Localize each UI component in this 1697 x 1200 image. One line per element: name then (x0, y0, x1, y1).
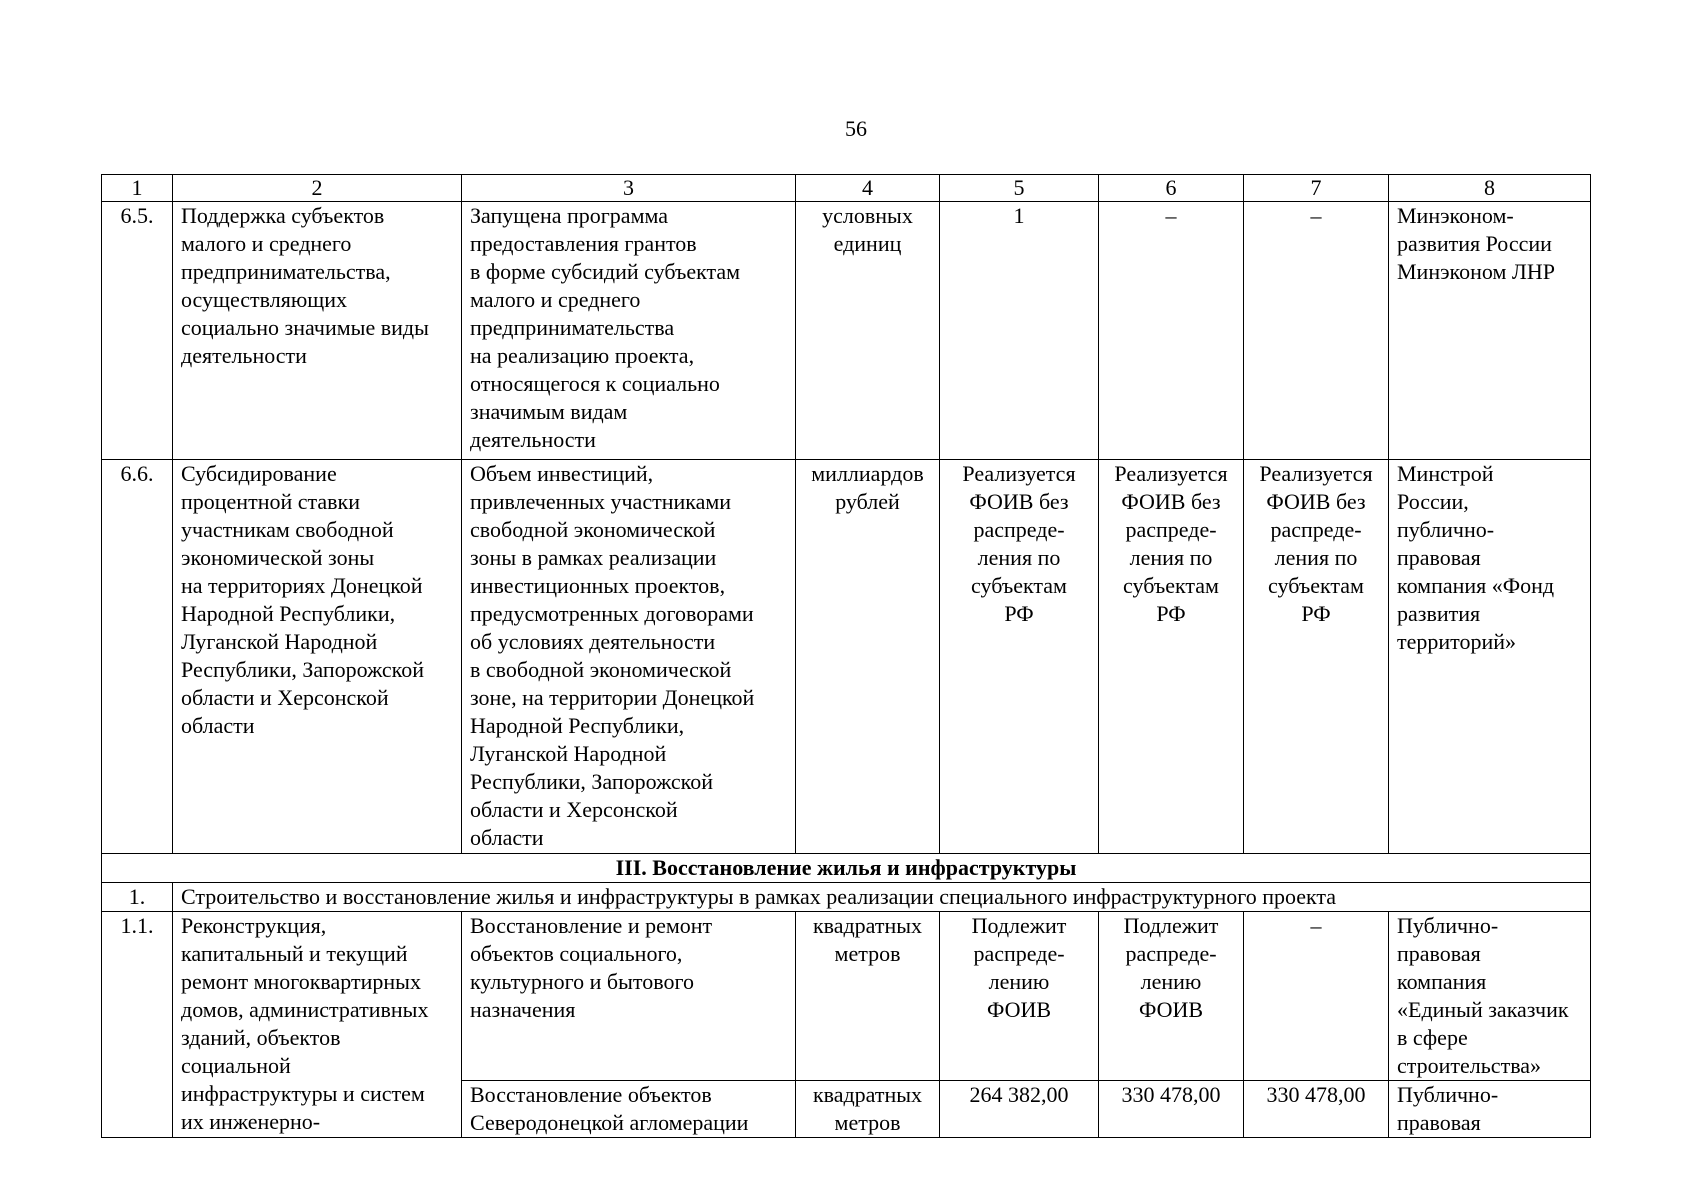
row-number: 6.5. (102, 202, 173, 460)
unit-cell: квадратных метров (796, 912, 940, 1081)
value-cell-6: – (1099, 202, 1244, 460)
value-cell-7: – (1244, 912, 1389, 1081)
header-cell: 5 (940, 175, 1099, 202)
value-cell-7: 330 478,00 (1244, 1081, 1389, 1138)
row-number: 6.6. (102, 460, 173, 854)
value-cell-6: Реализуется ФОИВ без распреде- ления по субъектам РФ (1099, 460, 1244, 854)
indicator-cell: Запущена программа предоставления грантов в форме субсидий субъектам малого и среднего предпринимательства на реализацию проекта, относящегося к социально значимым видам деятельности (462, 202, 796, 460)
responsible-cell: Публично- правовая (1389, 1081, 1591, 1138)
unit-cell: миллиардов рублей (796, 460, 940, 854)
measure-cell: Реконструкция, капитальный и текущий ремонт многоквартирных домов, административных зданий, объектов социальной инфраструктуры и систем их инженерно- (173, 912, 462, 1138)
header-cell: 1 (102, 175, 173, 202)
section-title: III. Восстановление жилья и инфраструктуры (102, 854, 1591, 883)
value-cell-5: 264 382,00 (940, 1081, 1099, 1138)
value-cell-6: 330 478,00 (1099, 1081, 1244, 1138)
row-number: 1.1. (102, 912, 173, 1138)
header-row (102, 175, 1591, 202)
data-table (101, 174, 1591, 1138)
header-cell: 3 (462, 175, 796, 202)
header-cell: 6 (1099, 175, 1244, 202)
indicator-cell: Объем инвестиций, привлеченных участниками свободной экономической зоны в рамках реализации инвестиционных проектов, предусмотренных договорами об условиях деятельности в свободной экономической зоне, на территории Донецкой Народной Республики, Луганской Народной Республики, Запорожской области и Херсонской области (462, 460, 796, 854)
measure-cell: Поддержка субъектов малого и среднего предпринимательства, осуществляющих социально значимые виды деятельности (173, 202, 462, 460)
value-cell-7: – (1244, 202, 1389, 460)
page-number: 56 (845, 116, 867, 141)
value-cell-6: Подлежит распреде- лению ФОИВ (1099, 912, 1244, 1081)
subsection-row (102, 883, 1591, 912)
indicator-cell: Восстановление объектов Северодонецкой агломерации (462, 1081, 796, 1138)
unit-cell: условных единиц (796, 202, 940, 460)
header-cell: 2 (173, 175, 462, 202)
header-cell: 7 (1244, 175, 1389, 202)
unit-cell: квадратных метров (796, 1081, 940, 1138)
value-cell-5: Подлежит распреде- лению ФОИВ (940, 912, 1099, 1081)
responsible-cell: Минэконом- развития России Минэконом ЛНР (1389, 202, 1591, 460)
table-row (102, 912, 1591, 1081)
subsection-title: Строительство и восстановление жилья и инфраструктуры в рамках реализации специального инфраструктурного проекта (173, 883, 1591, 912)
value-cell-5: 1 (940, 202, 1099, 460)
section-row (102, 854, 1591, 883)
table-row (102, 460, 1591, 854)
value-cell-7: Реализуется ФОИВ без распреде- ления по субъектам РФ (1244, 460, 1389, 854)
measure-cell: Субсидирование процентной ставки участникам свободной экономической зоны на территориях Донецкой Народной Республики, Луганской Народной Республики, Запорожской области и Херсонской области (173, 460, 462, 854)
indicator-cell: Восстановление и ремонт объектов социального, культурного и бытового назначения (462, 912, 796, 1081)
subsection-number: 1. (102, 883, 173, 912)
responsible-cell: Минстрой России, публично- правовая компания «Фонд развития территорий» (1389, 460, 1591, 854)
header-cell: 8 (1389, 175, 1591, 202)
value-cell-5: Реализуется ФОИВ без распреде- ления по субъектам РФ (940, 460, 1099, 854)
header-cell: 4 (796, 175, 940, 202)
table-row (102, 202, 1591, 460)
responsible-cell: Публично- правовая компания «Единый заказчик в сфере строительства» (1389, 912, 1591, 1081)
